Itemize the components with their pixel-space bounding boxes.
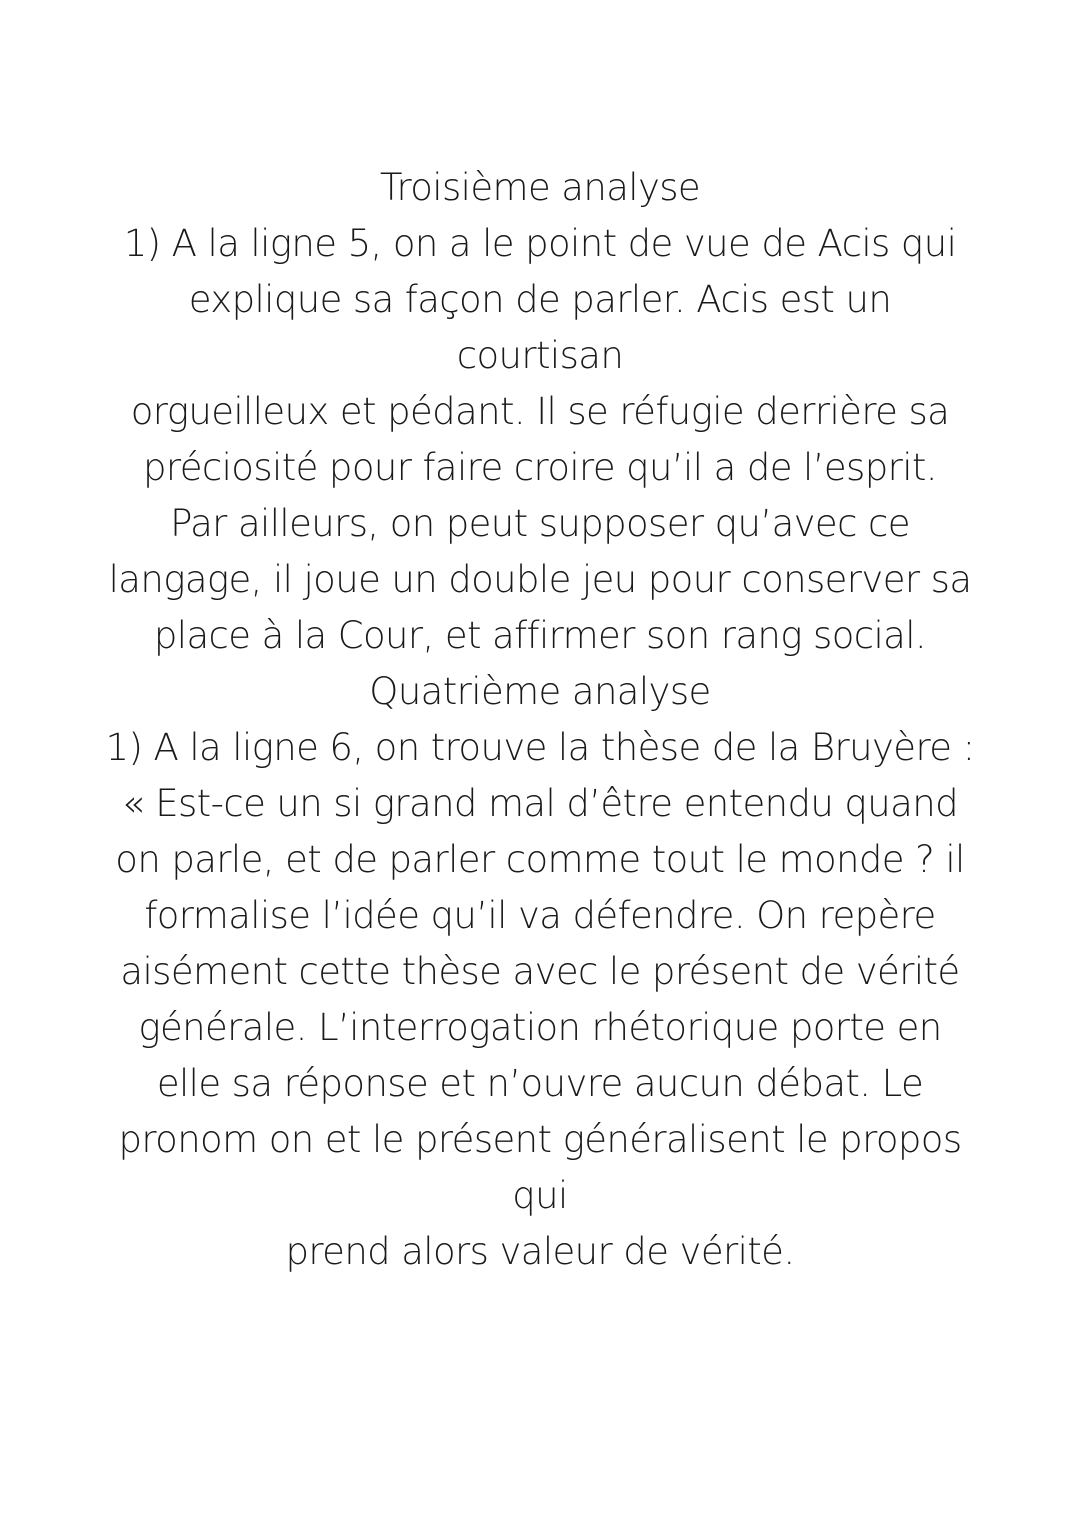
text-line: Par ailleurs, on peut supposer qu’avec ce [170, 502, 910, 545]
text-line: aisément cette thèse avec le présent de vérité [120, 950, 960, 993]
text-line: elle sa réponse et n’ouvre aucun débat. Le [156, 1062, 924, 1105]
text-line: explique sa façon de parler. Acis est un [188, 278, 892, 321]
text-line: 1) A la ligne 6, on trouve la thèse de la Bruyère : [105, 726, 975, 769]
text-line: orgueilleux et pédant. Il se réfugie derrière sa [130, 390, 950, 433]
section-heading-troisieme-analyse: Troisième analyse [379, 166, 701, 209]
text-line: préciosité pour faire croire qu’il a de l’esprit. [143, 446, 937, 489]
document-page [0, 160, 1080, 1280]
text-line: courtisan [456, 334, 624, 377]
text-line: on parle, et de parler comme tout le monde ? il [115, 838, 965, 881]
text-line: qui [512, 1174, 568, 1217]
text-line: « Est-ce un si grand mal d’être entendu quand [122, 782, 958, 825]
text-line: place à la Cour, et affirmer son rang social. [153, 614, 927, 657]
text-line: pronom on et le présent généralisent le propos [118, 1118, 962, 1161]
text-line: générale. L’interrogation rhétorique porte en [138, 1006, 942, 1049]
section-heading-quatrieme-analyse: Quatrième analyse [369, 670, 711, 713]
text-line: 1) A la ligne 5, on a le point de vue de Acis qui [123, 222, 957, 265]
text-line: prend alors valeur de vérité. [285, 1230, 795, 1273]
text-line: langage, il joue un double jeu pour conserver sa [108, 558, 972, 601]
text-line: formalise l’idée qu’il va défendre. On repère [144, 894, 936, 937]
